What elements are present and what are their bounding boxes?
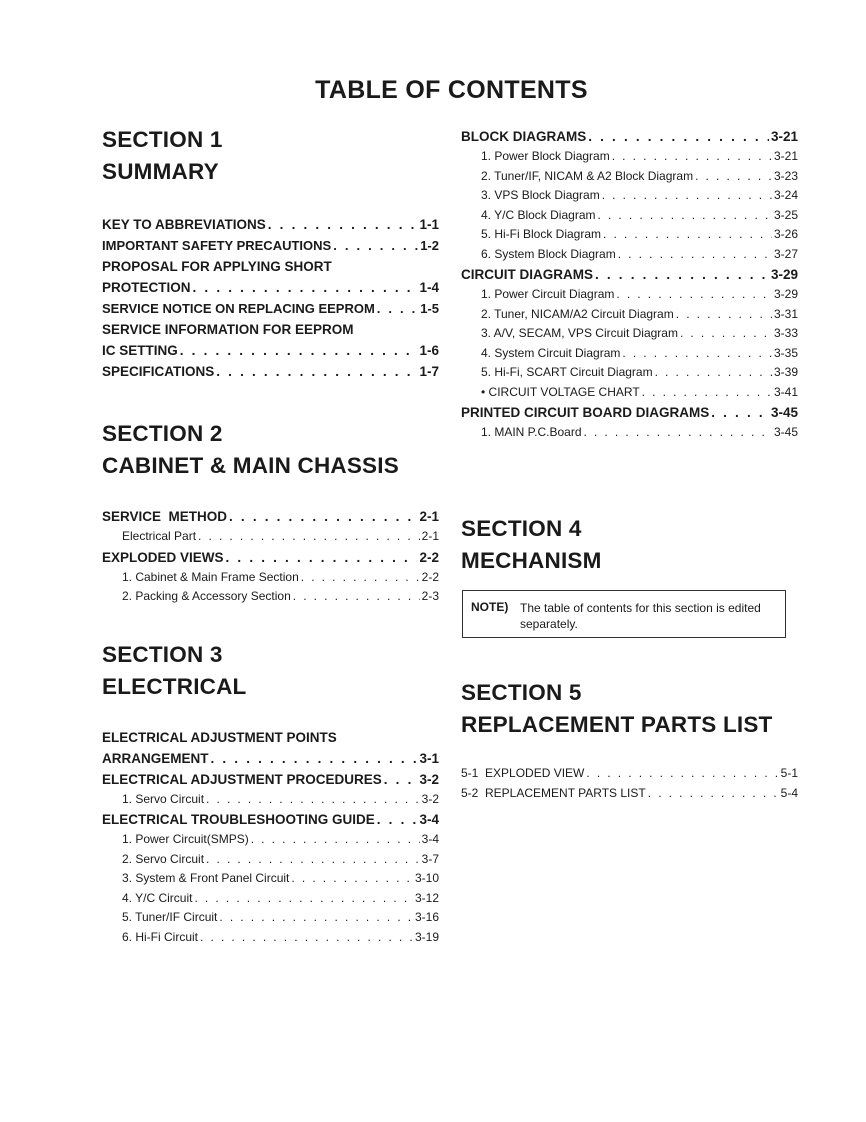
dot-leader	[206, 790, 420, 810]
toc-entry-page: 3-1	[419, 750, 439, 766]
toc-entry[interactable]	[102, 277, 439, 298]
toc-entry[interactable]	[102, 748, 439, 769]
toc-entry-label: CIRCUIT DIAGRAMS	[461, 267, 593, 282]
dot-leader	[680, 324, 772, 344]
toc-entry-label: IMPORTANT SAFETY PRECAUTIONS	[102, 238, 332, 253]
toc-entry-page: 1-4	[419, 280, 439, 295]
toc-entry-page: 3-29	[773, 287, 798, 301]
toc-subentry[interactable]	[102, 568, 439, 588]
toc-entry-label: 6. Hi-Fi Circuit	[122, 929, 199, 944]
toc-entry-label: 3. VPS Block Diagram	[481, 188, 600, 202]
section-1-heading: SECTION 1	[102, 127, 223, 152]
toc-subentry[interactable]	[102, 527, 439, 547]
toc-subentry[interactable]	[102, 928, 439, 948]
toc-entry-label: 4. Y/C Block Diagram	[481, 207, 596, 222]
dot-leader	[711, 402, 769, 423]
dot-leader	[612, 147, 772, 167]
toc-subentry[interactable]	[461, 423, 798, 443]
section-4-subheading: MECHANISM	[461, 547, 602, 573]
dot-leader	[618, 245, 772, 265]
dot-leader	[676, 305, 772, 325]
toc-entry-page: 3-4	[421, 832, 439, 846]
dot-leader	[588, 126, 769, 147]
toc-entry-page: 5-1	[780, 765, 798, 780]
toc-entry-label: 1. Power Circuit Diagram	[481, 287, 615, 301]
dot-leader	[193, 277, 418, 298]
toc-entry-label: BLOCK DIAGRAMS	[461, 129, 587, 144]
toc-entry-label: 3. System & Front Panel Circuit	[122, 871, 290, 885]
toc-entry-page: 3-35	[773, 345, 798, 360]
toc-entry-page: 2-1	[419, 509, 439, 524]
toc-entry-page: 5-4	[780, 786, 798, 800]
toc-entry-page: 1-6	[419, 343, 439, 358]
toc-entry-label: 2. Servo Circuit	[122, 851, 205, 866]
toc-entry-page: 2-2	[419, 549, 439, 565]
page-title: TABLE OF CONTENTS	[315, 76, 588, 104]
toc-entry-label: • CIRCUIT VOLTAGE CHART	[481, 384, 640, 399]
toc-entry-label: 5. Tuner/IF Circuit	[122, 910, 218, 924]
toc-entry-label: 1. Power Circuit(SMPS)	[122, 832, 249, 846]
toc-entry-label: SERVICE NOTICE ON REPLACING EEPROM	[102, 301, 375, 316]
toc-entry-label: 1. Cabinet & Main Frame Section	[122, 569, 299, 584]
toc-entry[interactable]	[461, 402, 798, 423]
toc-entry-label: KEY TO ABBREVIATIONS	[102, 217, 266, 232]
toc-subentry[interactable]	[102, 908, 439, 928]
toc-entry-page: 3-21	[773, 149, 798, 163]
toc-entry[interactable]	[461, 783, 798, 804]
toc-entry[interactable]	[102, 214, 439, 235]
toc-subentry[interactable]	[461, 167, 798, 187]
dot-leader	[598, 206, 772, 226]
toc-subentry[interactable]	[461, 344, 798, 364]
toc-entry-page: 3-10	[414, 871, 439, 885]
toc-subentry[interactable]	[461, 383, 798, 403]
toc-entry-page: 3-26	[773, 227, 798, 241]
toc-entry-label: 1. MAIN P.C.Board	[481, 425, 582, 439]
note-box	[462, 590, 786, 638]
toc-subentry[interactable]	[102, 587, 439, 607]
toc-entry-label-line1: SERVICE INFORMATION FOR EEPROM	[102, 322, 354, 337]
note-label: NOTE)	[471, 600, 509, 614]
toc-entry[interactable]	[102, 361, 439, 382]
toc-entry[interactable]	[461, 126, 798, 147]
dot-leader	[198, 527, 420, 547]
dot-leader	[293, 587, 420, 607]
dot-leader	[268, 214, 418, 235]
toc-entry[interactable]	[102, 235, 439, 256]
toc-entry[interactable]	[102, 298, 439, 319]
toc-entry-page: 1-5	[420, 301, 439, 316]
toc-entry-page: 2-3	[421, 589, 439, 603]
dot-leader	[251, 830, 420, 850]
toc-entry-label: 1. Servo Circuit	[122, 791, 205, 806]
toc-subentry[interactable]	[461, 285, 798, 305]
toc-subentry[interactable]	[461, 305, 798, 325]
section-3-subheading: ELECTRICAL	[102, 673, 247, 699]
dot-leader	[200, 928, 413, 948]
toc-entry-page: 2-1	[421, 529, 439, 543]
dot-leader	[622, 344, 772, 364]
toc-entry-page: 3-12	[414, 890, 439, 905]
toc-subentry[interactable]	[461, 147, 798, 167]
dot-leader	[586, 763, 778, 784]
toc-entry-label: 5. Hi-Fi, SCART Circuit Diagram	[481, 365, 653, 379]
toc-entry[interactable]	[461, 763, 798, 784]
toc-entry[interactable]	[102, 809, 439, 830]
section-1-subheading: SUMMARY	[102, 159, 219, 184]
toc-entry[interactable]	[461, 264, 798, 285]
toc-entry-page: 3-2	[419, 771, 439, 787]
toc-entry-label: 1. Power Block Diagram	[481, 149, 610, 163]
toc-entry-label: SERVICE METHOD	[102, 509, 228, 524]
section-5-heading: SECTION 5	[461, 679, 582, 705]
dot-leader	[219, 908, 413, 928]
toc-entry-label: 6. System Block Diagram	[481, 246, 616, 261]
toc-subentry[interactable]	[461, 324, 798, 344]
toc-entry-label: 5-2 REPLACEMENT PARTS LIST	[461, 786, 646, 800]
toc-entry-label: IC SETTING	[102, 343, 178, 358]
dot-leader	[377, 809, 418, 830]
toc-entry-label: PROTECTION	[102, 280, 191, 295]
dot-leader	[180, 340, 418, 361]
dot-leader	[216, 361, 417, 382]
section-3-heading: SECTION 3	[102, 641, 223, 667]
dot-leader	[695, 167, 772, 187]
toc-entry[interactable]	[102, 340, 439, 361]
dot-leader	[595, 264, 769, 285]
toc-entry-page: 1-7	[419, 364, 439, 379]
toc-entry-page: 1-2	[420, 238, 439, 253]
toc-entry-label-line1: ELECTRICAL ADJUSTMENT POINTS	[102, 729, 337, 745]
toc-subentry[interactable]	[102, 850, 439, 870]
toc-subentry[interactable]	[461, 363, 798, 383]
toc-entry-page: 3-7	[421, 851, 439, 866]
toc-entry-page: 3-19	[414, 929, 439, 944]
toc-entry-page: 3-21	[770, 129, 798, 144]
toc-entry-label: 2. Tuner/IF, NICAM & A2 Block Diagram	[481, 168, 694, 183]
toc-entry[interactable]	[102, 506, 439, 527]
toc-entry-label: 4. Y/C Circuit	[122, 890, 193, 905]
toc-entry-page: 3-45	[773, 425, 798, 439]
toc-entry-label: ELECTRICAL ADJUSTMENT PROCEDURES	[102, 771, 382, 787]
dot-leader	[602, 186, 772, 206]
toc-entry-page: 3-39	[773, 365, 798, 379]
toc-entry-label: 3. A/V, SECAM, VPS Circuit Diagram	[481, 326, 678, 340]
toc-subentry[interactable]	[461, 245, 798, 265]
toc-entry-label: ELECTRICAL TROUBLESHOOTING GUIDE	[102, 812, 375, 827]
toc-subentry[interactable]	[102, 869, 439, 889]
toc-entry-page: 3-2	[421, 791, 439, 806]
toc-entry-label: 5. Hi-Fi Block Diagram	[481, 227, 602, 241]
toc-entry-label: ARRANGEMENT	[102, 750, 209, 766]
toc-subentry[interactable]	[461, 186, 798, 206]
dot-leader	[642, 383, 772, 403]
toc-entry-label: 2. Packing & Accessory Section	[122, 589, 291, 603]
toc-entry-label: 2. Tuner, NICAM/A2 Circuit Diagram	[481, 306, 674, 321]
toc-entry-page: 3-27	[773, 246, 798, 261]
dot-leader	[226, 547, 418, 568]
toc-entry-label: SPECIFICATIONS	[102, 364, 215, 379]
toc-entry-page: 3-23	[773, 168, 798, 183]
toc-entry-page: 3-29	[770, 267, 798, 282]
toc-entry[interactable]	[102, 547, 439, 568]
dot-leader	[584, 423, 772, 443]
section-2-heading: SECTION 2	[102, 421, 223, 446]
toc-entry-page: 3-24	[773, 188, 798, 202]
toc-entry-label: 4. System Circuit Diagram	[481, 345, 621, 360]
toc-subentry[interactable]	[461, 225, 798, 245]
toc-subentry[interactable]	[102, 830, 439, 850]
dot-leader	[655, 363, 772, 383]
section-2-subheading: CABINET & MAIN CHASSIS	[102, 453, 399, 478]
dot-leader	[229, 506, 417, 527]
toc-subentry[interactable]	[461, 206, 798, 226]
toc-subentry[interactable]	[102, 790, 439, 810]
dot-leader	[616, 285, 772, 305]
dot-leader	[648, 783, 779, 804]
dot-leader	[603, 225, 772, 245]
dot-leader	[384, 769, 418, 790]
dot-leader	[301, 568, 420, 588]
dot-leader	[206, 850, 420, 870]
toc-entry-page: 3-4	[419, 812, 439, 827]
toc-entry-page: 3-45	[770, 405, 798, 420]
toc-entry-page: 3-31	[773, 306, 798, 321]
right-column	[461, 126, 798, 804]
section-4-heading: SECTION 4	[461, 515, 582, 541]
toc-entry-label-line1: PROPOSAL FOR APPLYING SHORT	[102, 259, 332, 274]
toc-entry-label: Electrical Part	[122, 529, 197, 543]
dot-leader	[211, 748, 418, 769]
toc-entry-label: 5-1 EXPLODED VIEW	[461, 765, 585, 780]
toc-entry-label: PRINTED CIRCUIT BOARD DIAGRAMS	[461, 405, 710, 420]
toc-entry-page: 3-41	[773, 384, 798, 399]
section-5-subheading: REPLACEMENT PARTS LIST	[461, 711, 773, 737]
toc-entry-page: 3-33	[773, 326, 798, 340]
toc-entry[interactable]	[102, 769, 439, 790]
left-column	[102, 124, 439, 947]
toc-entry-label: EXPLODED VIEWS	[102, 549, 224, 565]
dot-leader	[194, 889, 413, 909]
dot-leader	[333, 235, 418, 256]
toc-entry-page: 3-25	[773, 207, 798, 222]
dot-leader	[291, 869, 413, 889]
toc-entry-page: 3-16	[414, 910, 439, 924]
toc-subentry[interactable]	[102, 889, 439, 909]
dot-leader	[377, 298, 418, 319]
toc-entry-page: 1-1	[419, 217, 439, 232]
toc-entry-page: 2-2	[421, 569, 439, 584]
note-text: The table of contents for this section is edited separately.	[520, 601, 761, 631]
